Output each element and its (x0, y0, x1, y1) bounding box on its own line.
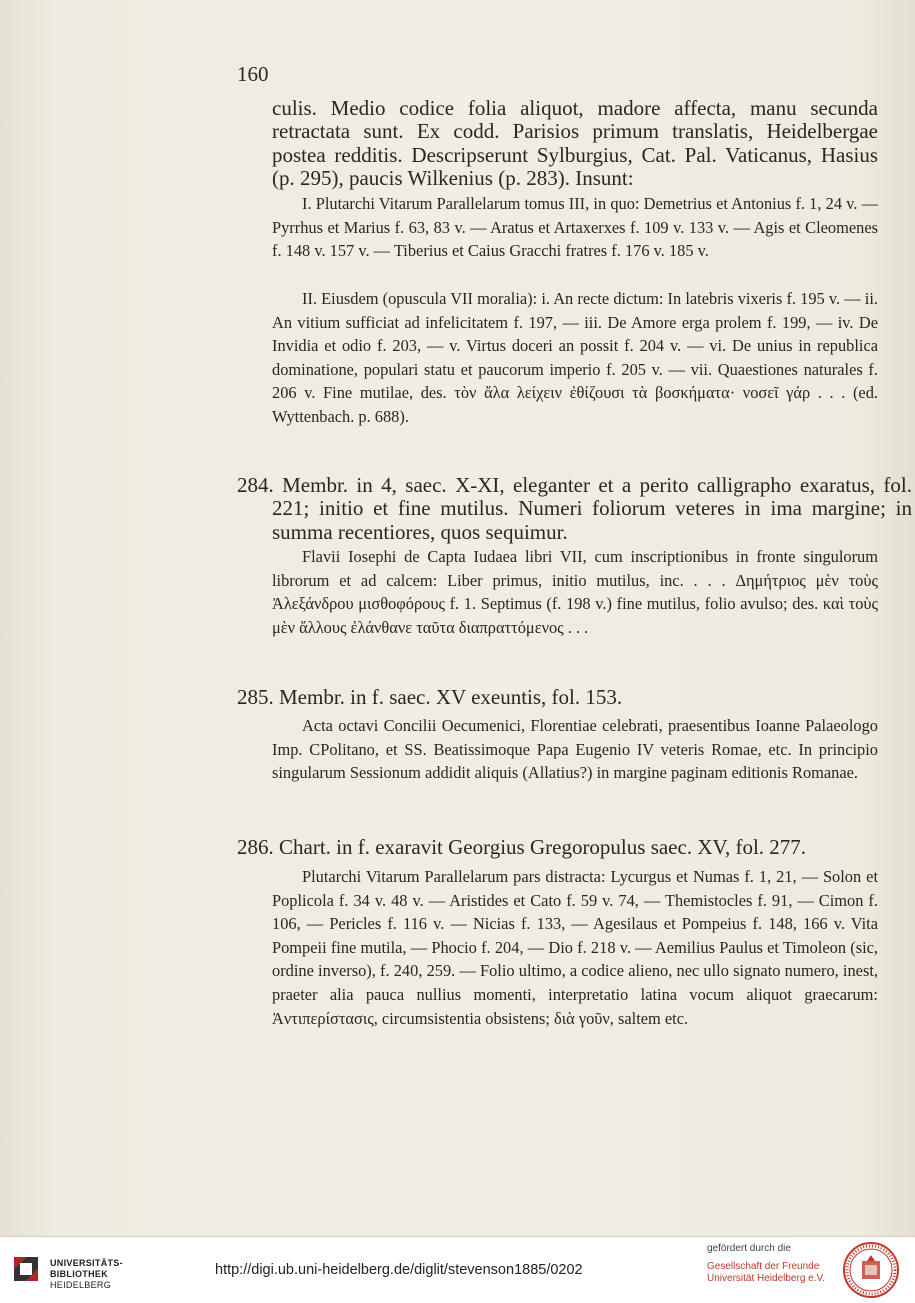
permalink-url[interactable]: http://digi.ub.uni-heidelberg.de/diglit/stevenson1885/0202 (215, 1262, 583, 1278)
entry-284-heading (237, 474, 912, 544)
page-number: 160 (237, 62, 269, 86)
entry-284-heading-text: 284. Membr. in 4, saec. X-XI, eleganter et a perito calligrapho exaratus, fol. 221; initio et fine mutilus. Numeri foliorum veteres in ima margine; in summa recentiores, quos sequimur. (237, 473, 912, 544)
entry-284-body (272, 545, 878, 639)
sponsor-name[interactable] (707, 1261, 825, 1285)
entry-285-body (272, 714, 878, 785)
entry-286-body (272, 865, 878, 1030)
intro-item-1-text: I. Plutarchi Vitarum Parallelarum tomus III, in quo: Demetrius et Antonius f. 1, 24 v. — Pyrrhus et Marius f. 63, 83 v. — Aratus et Artaxerxes f. 109 v. 133 v. — Agis et Cleomenes f. 148 v. 157 v. — Tiberius et Caius Gracchi fratres f. 176 v. 185 v. (272, 194, 878, 261)
library-line-1: UNIVERSITÄTS- (50, 1258, 123, 1268)
entry-286-heading (237, 836, 912, 859)
library-logo-icon (10, 1253, 42, 1285)
entry-286-body-text: Plutarchi Vitarum Parallelarum pars distracta: Lycurgus et Numas f. 1, 21, — Solon et Poplicola f. 34 v. 48 v. — Aristides et Cato f. 59 v. 74, — Themistocles f. 91, — Cimon f. 106, — Pericles f. 116 v. — Nicias f. 133, — Agesilaus et Pompeius f. 148, 166 v. Vita Pompeii fine mutila, — Phocio f. 204, — Dio f. 218 v. — Aemilius Paulus et Timoleon (sic, ordine inverso), f. 240, 259. — Folio ultimo, a codice alieno, nec ullo signato numero, inest, praeter alia pauca nullius momenti, interpretatio latina vocum aliquot graecarum: Ἀντιπερίστασις, circumsistentia obsistens; διὰ γοῦν, saltem etc. (272, 867, 878, 1028)
sponsor-label: gefördert durch die (707, 1243, 791, 1254)
library-logo[interactable] (10, 1251, 123, 1291)
viewer-footer (0, 1236, 915, 1303)
sponsor-line-2: Universität Heidelberg e.V. (707, 1273, 826, 1284)
entry-285-heading-text: 285. Membr. in f. saec. XV exeuntis, fol. 153. (237, 685, 623, 709)
library-line-3: HEIDELBERG (50, 1280, 112, 1290)
entry-284-body-text: Flavii Iosephi de Capta Iudaea libri VII, cum inscriptionibus in fronte singulorum librorum et ad calcem: Liber primus, initio mutilus, inc. . . . Δημήτριος μὲν τοὺς Ἀλεξάνδρου μισθοφόρους f. 1. Septimus (f. 198 v.) fine mutilus, folio avulso; des. καὶ τοὺς μὲν ἄλλους ἐλάνθανε ταῦτα διαπραττόμενος . . . (272, 547, 878, 637)
intro-paragraph (272, 97, 878, 191)
entry-285-heading (237, 686, 912, 709)
sponsor-line-1: Gesellschaft der Freunde (707, 1261, 820, 1272)
library-name (50, 1258, 123, 1291)
intro-item-2-text: II. Eiusdem (opuscula VII moralia): i. An recte dictum: In latebris vixeris f. 195 v. — ii. An vitium sufficiat ad infelicitatem f. 197, — iii. De Amore erga prolem f. 199, — iv. De Invidia et odio f. 203, — v. Virtus doceri an possit f. 204 v. — vi. De unius in republica dominatione, populari statu et paucorum imperio f. 205 v. — vii. Quaestiones naturales f. 206 v. Fine mutilae, des. τὸν ἄλα λείχειν ἐθίζουσι τὰ βοσκήματα· νοσεῖ γάρ . . . (ed. Wyttenbach. p. 688). (272, 289, 878, 426)
intro-item-2 (272, 287, 878, 429)
library-line-2: BIBLIOTHEK (50, 1269, 108, 1279)
entry-286-heading-text: 286. Chart. in f. exaravit Georgius Gregoropulus saec. XV, fol. 277. (237, 835, 807, 859)
intro-text: culis. Medio codice folia aliquot, madore affecta, manu secunda retractata sunt. Ex codd. Parisios primum translatis, Heidelbergae postea redditis. Descripserunt Sylburgius, Cat. Pal. Vaticanus, Hasius (p. 295), paucis Wilkenius (p. 283). Insunt: (272, 96, 878, 191)
university-seal-icon (842, 1241, 900, 1299)
intro-item-1 (272, 192, 878, 263)
entry-285-body-text: Acta octavi Concilii Oecumenici, Florentiae celebrati, praesentibus Ioanne Palaeologo Imp. CPolitano, et SS. Beatissimoque Papa Eugenio IV veteris Romae, etc. In principio singularum Sessionum addidit aliquis (Allatius?) in margine paginam editionis Romanae. (272, 716, 878, 783)
